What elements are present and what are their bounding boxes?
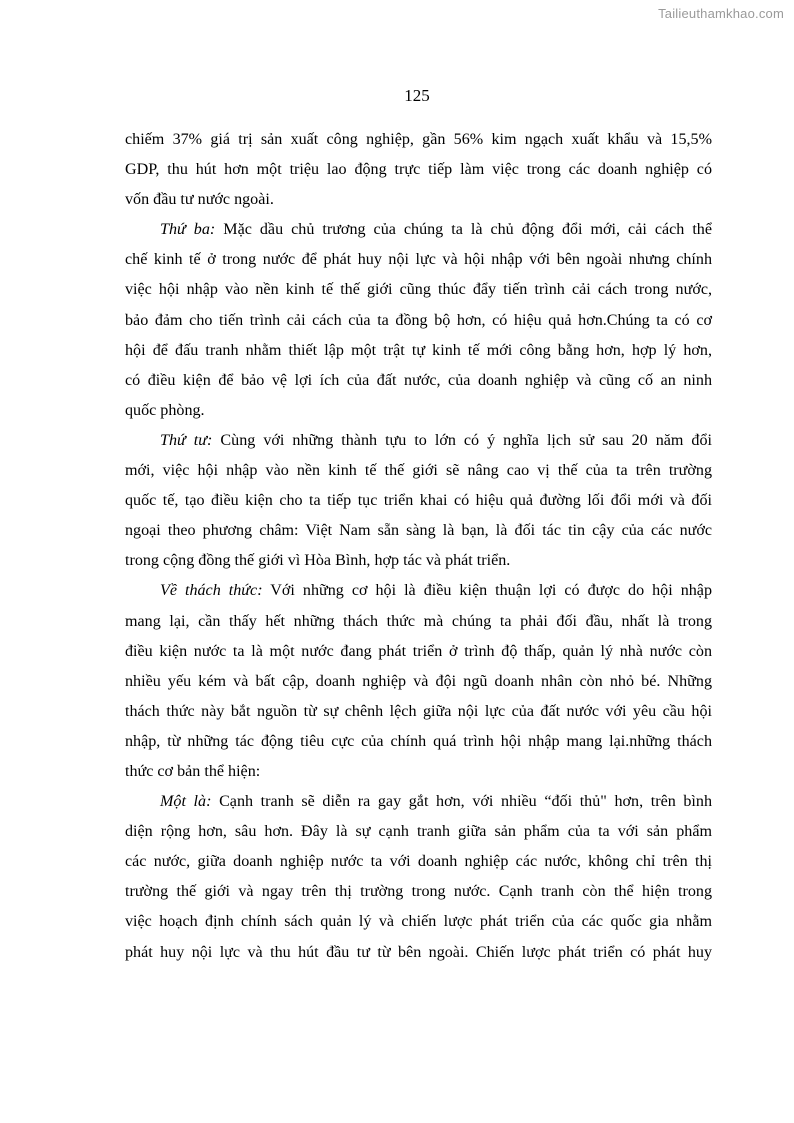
text-line: trường thế giới và ngay trên thị trường trong nước. Cạnh tranh còn thể hiện trong bbox=[125, 883, 712, 901]
text-line: nhiều yếu kém và bất cập, doanh nghiệp và đội ngũ doanh nhân còn nhỏ bé. Những bbox=[125, 672, 712, 690]
text-line: có điều kiện để bảo vệ lợi ích của đất nước, của doanh nghiệp và cũng cố an ninh bbox=[125, 371, 712, 389]
paragraph-thu-tu bbox=[125, 426, 712, 576]
paragraph-ve-thach-thuc bbox=[125, 576, 712, 787]
text-line: phát huy nội lực và thu hút đầu tư từ bên ngoài. Chiến lược phát triển có phát huy bbox=[125, 943, 712, 961]
page-number: 125 bbox=[404, 86, 430, 105]
watermark: Tailieuthamkhao.com bbox=[658, 6, 784, 21]
text-line: chế kinh tế ở trong nước để phát huy nội lực và hội nhập với bên ngoài nhưng chính bbox=[125, 251, 712, 269]
text-span: Mặc dầu chủ trương của chúng ta là chủ động đổi mới, cải cách thể bbox=[215, 221, 712, 239]
text-line: mới, việc hội nhập vào nền kinh tế thế giới sẽ nâng cao vị thế của ta trên trường bbox=[125, 462, 712, 480]
text-span: Với những cơ hội là điều kiện thuận lợi có được do hội nhập bbox=[262, 582, 712, 600]
text-line: quốc phòng. bbox=[125, 401, 205, 419]
text-line-first bbox=[125, 426, 712, 456]
text-line-first bbox=[125, 576, 712, 606]
text-line: trong cộng đồng thế giới vì Hòa Bình, hợp tác và phát triển. bbox=[125, 552, 511, 570]
text-line: việc hoạch định chính sách quản lý và chiến lược phát triển của các quốc gia nhằm bbox=[125, 913, 712, 931]
text-line: thách thức này bắt nguồn từ sự chênh lệch giữa nội lực của đất nước với yêu cầu hội bbox=[125, 702, 712, 720]
text-line: GDP, thu hút hơn một triệu lao động trực tiếp làm việc trong các doanh nghiệp có bbox=[125, 161, 712, 179]
text-line: ngoại theo phương châm: Việt Nam sẵn sàng là bạn, là đối tác tin cậy của các nước bbox=[125, 522, 712, 540]
paragraph-lead: Thứ ba: bbox=[160, 221, 216, 239]
text-line: vốn đầu tư nước ngoài. bbox=[125, 191, 274, 209]
text-line: mang lại, cần thấy hết những thách thức mà chúng ta phải đối đầu, nhất là trong bbox=[125, 612, 712, 630]
text-line: bảo đảm cho tiến trình cải cách của ta đồng bộ hơn, có hiệu quả hơn.Chúng ta có cơ bbox=[125, 311, 712, 329]
text-span: Cạnh tranh sẽ diễn ra gay gắt hơn, với nhiều “đối thủ" hơn, trên bình bbox=[211, 793, 712, 811]
text-line: chiếm 37% giá trị sản xuất công nghiệp, gần 56% kim ngạch xuất khẩu và 15,5% bbox=[125, 131, 712, 148]
document-body bbox=[125, 125, 712, 968]
text-line-first bbox=[125, 215, 712, 245]
text-line-first bbox=[125, 787, 712, 817]
text-span: Cùng với những thành tựu to lớn có ý nghĩa lịch sử sau 20 năm đổi bbox=[212, 431, 712, 449]
paragraph-lead: Một là: bbox=[160, 793, 212, 811]
text-line: điều kiện nước ta là một nước đang phát triển ở trình độ thấp, quản lý nhà nước còn bbox=[125, 642, 712, 660]
paragraph-lead: Thứ tư: bbox=[160, 431, 213, 449]
paragraph-lead: Về thách thức: bbox=[160, 582, 263, 600]
text-line: nhập, từ những tác động tiêu cực của chính quá trình hội nhập mang lại.những thách bbox=[125, 732, 712, 750]
paragraph-thu-ba bbox=[125, 215, 712, 426]
paragraph-mot-la bbox=[125, 787, 712, 968]
text-line: việc hội nhập vào nền kinh tế thế giới cũng thúc đẩy tiến trình cải cách trong nước, bbox=[125, 281, 712, 299]
text-line: quốc tế, tạo điều kiện cho ta tiếp tục triển khai có hiệu quả đường lối đổi mới và đối bbox=[125, 492, 712, 510]
text-line: hội để đấu tranh nhằm thiết lập một trật tự kinh tế mới công bằng hơn, hợp lý hơn, bbox=[125, 341, 712, 359]
text-line: các nước, giữa doanh nghiệp nước ta với doanh nghiệp các nước, không chỉ trên thị bbox=[125, 853, 712, 871]
text-line: thức cơ bản thể hiện: bbox=[125, 762, 261, 780]
text-line: diện rộng hơn, sâu hơn. Đây là sự cạnh tranh giữa sản phẩm của ta với sản phẩm bbox=[125, 823, 712, 841]
paragraph-continuation bbox=[125, 125, 712, 215]
